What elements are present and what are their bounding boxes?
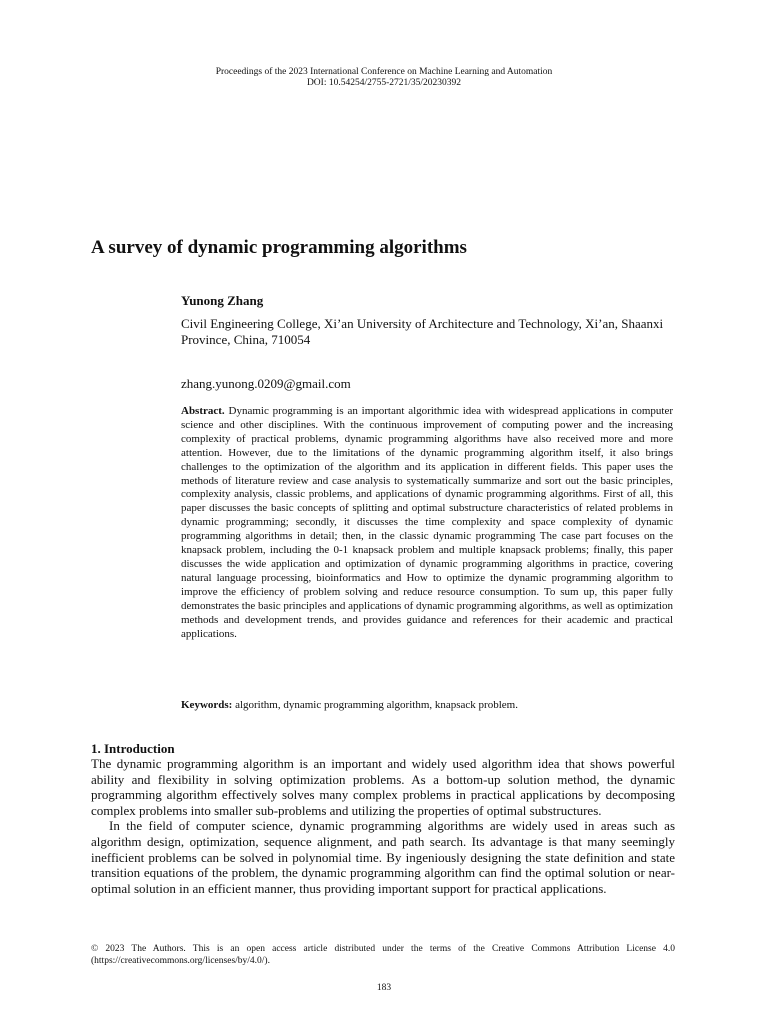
section-heading: 1. Introduction [91, 741, 175, 756]
page-number: 183 [376, 983, 392, 993]
author-name: Yunong Zhang [181, 293, 264, 308]
author-email[interactable]: zhang.yunong.0209@gmail.com [181, 376, 351, 391]
author-affiliation: Civil Engineering College, Xi’an University of Architecture and Technology, Xi’an, Shaanxi Province, China, 710054 [181, 316, 664, 347]
abstract-text: Dynamic programming is an important algorithmic idea with widespread applications in computer science and other disciplines. With the continuous improvement of computing power and the increasing complexity of practical problems, dynamic programming algorithms have also received more and more attention. However, due to the limitations of the dynamic programming algorithm itself, it also brings challenges to the optimization of the algorithm and its application in different fields. This paper uses the methods of literature review and case analysis to systematically summarize and sort out the basic principles, complexity analysis, classic problems, and applications of dynamic programming algorithms. First of all, this paper discusses the basic concepts of splitting and optimal substructure characteristics of related problems in dynamic programming; secondly, it discusses the time complexity and space complexity of dynamic programming algorithms in detail; then, in the classic dynamic programming The case part focuses on the knapsack problem, including the 0-1 knapsack problem and multiple knapsack problems; finally, this paper discusses the wide application and optimization of dynamic programming algorithms in practice, covering natural language processing, bioinformatics and How to optimize the dynamic programming algorithm to improve the efficiency of problem solving and reduce resource consumption. To sum up, this paper fully demonstrates the basic principles and applications of dynamic programming algorithms, as well as optimization methods and development trends, and provides guidance and references for their academic and practical applications. [181, 405, 673, 640]
abstract-label: Abstract. [181, 405, 225, 417]
intro-paragraph-1: The dynamic programming algorithm is an important and widely used algorithm idea that shows powerful ability and flexibility in solving optimization problems. As a bottom-up solution method, the dynamic programming algorithm effectively solves many complex problems in practical applications by decomposing complex problems into smaller sub-problems and utilizing the properties of optimal substructures. [91, 756, 675, 818]
proceedings-line: Proceedings of the 2023 International Conference on Machine Learning and Automation [215, 67, 553, 77]
running-header [0, 67, 768, 89]
abstract [181, 405, 673, 641]
introduction-section [91, 741, 675, 896]
intro-paragraph-2: In the field of computer science, dynamic programming algorithms are widely used in areas such as algorithm design, optimization, sequence alignment, and path search. Its advantage is that many seemingly inefficient problems can be solved in polynomial time. By ingeniously designing the state definition and state transition equations of the problem, the dynamic programming algorithm can find the optimal solution or near-optimal solution in an efficient manner, thus providing important support for practical applications. [91, 818, 675, 896]
keywords-text: algorithm, dynamic programming algorithm, knapsack problem. [235, 699, 518, 711]
doi-line[interactable]: DOI: 10.54254/2755-2721/35/20230392 [306, 78, 462, 88]
keywords-label: Keywords: [181, 699, 233, 711]
paper-title: A survey of dynamic programming algorithms [91, 237, 467, 258]
keywords [181, 698, 673, 712]
license-footnote: © 2023 The Authors. This is an open access article distributed under the terms of the Creative Commons Attribution License 4.0 (https://creativecommons.org/licenses/by/4.0/). [91, 944, 675, 966]
